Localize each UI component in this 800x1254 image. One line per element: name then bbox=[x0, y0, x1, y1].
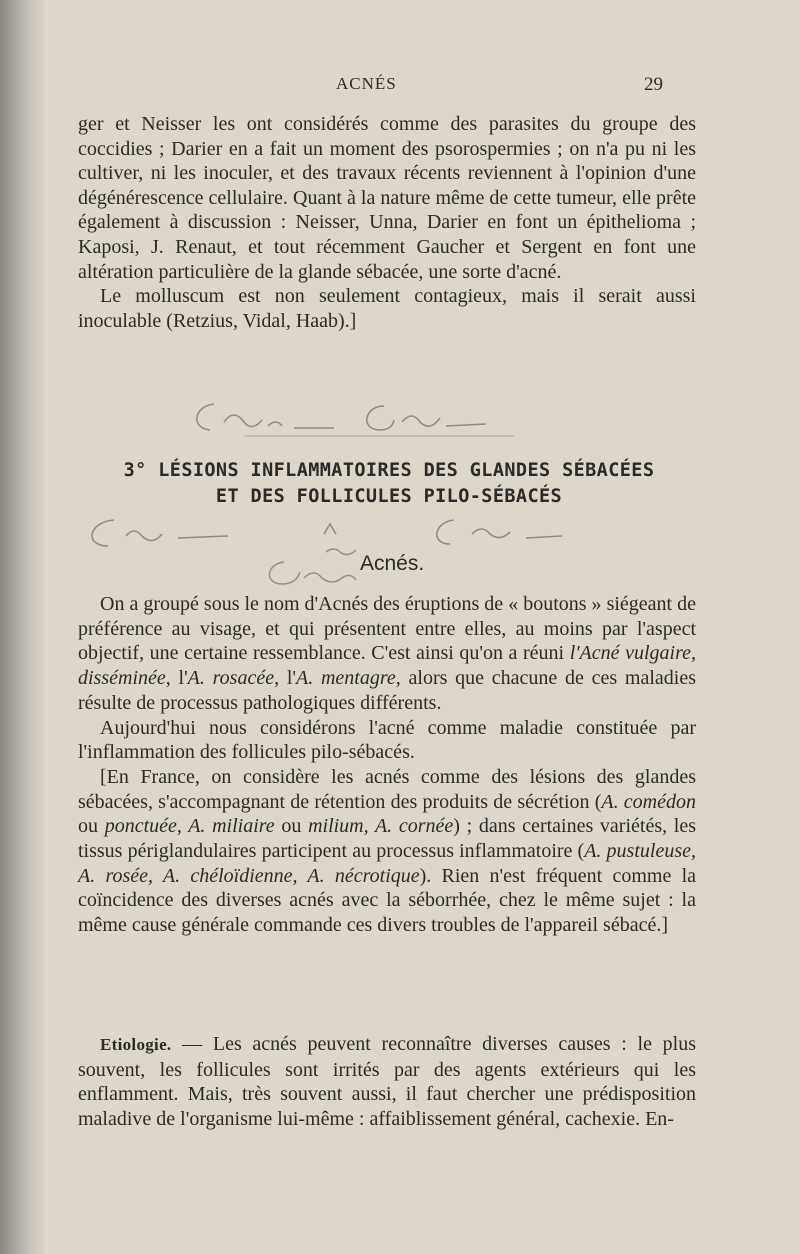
pencil-scribble-2 bbox=[74, 508, 694, 588]
pencil-scribble-1 bbox=[184, 392, 544, 444]
section-etiologie bbox=[78, 1032, 696, 1131]
subheading-acnes: Acnés. bbox=[360, 552, 425, 575]
italic-term: l'Acné vulgaire, disséminée bbox=[78, 642, 696, 690]
text-run: [En France, on considère les acnés comme des lésions des glandes sébacées, s'accompagnant de rétention des produits de sécrétion ( bbox=[78, 765, 696, 813]
paragraph-etiologie bbox=[78, 1032, 696, 1131]
italic-term: milium, A. cornée bbox=[308, 815, 454, 838]
paragraph-france bbox=[78, 765, 696, 938]
paragraph-parasites: ger et Neisser les ont considérés comme des parasites du groupe des coccidies ; Darier en a fait un moment des psorospermies ; on n'a pu ni les cultiver, ni les inoculer, et des travaux récents reviennent à l'opinion d'une dégénérescence cellulaire. Quant à la nature même de cette tumeur, elle prête également à discussion : Neisser, Unna, Darier en font un épithelioma ; Kaposi, J. Renaut, et tout récemment Gaucher et Sergent en font une altération particulière de la glande sébacée, une sorte d'acné. bbox=[78, 113, 696, 283]
italic-term: A. comédon bbox=[601, 790, 696, 813]
section-molluscum bbox=[78, 112, 696, 333]
page-header bbox=[44, 74, 800, 102]
italic-term: A. rosacée bbox=[187, 667, 275, 690]
book-spine-shadow bbox=[0, 0, 44, 1254]
text-run: ou bbox=[274, 815, 309, 838]
text-run: — Les acnés peuvent reconnaître diverses causes : le plus souvent, les follicules sont irrités par des agents extérieurs qui les enflamment. Mais, très souvent aussi, il faut chercher une prédisposition maladive de l'organisme lui-même : affaiblissement général, cachexie. En- bbox=[78, 1033, 696, 1130]
running-title: ACNÉS bbox=[336, 74, 397, 93]
italic-term: ponctuée, A. miliaire bbox=[104, 815, 275, 838]
text-run: ou bbox=[78, 815, 105, 838]
section-heading-line-2: ET DES FOLLICULES PILO-SÉBACÉS bbox=[215, 486, 563, 507]
book-page bbox=[44, 0, 800, 1254]
text-run: , alors que chacune de ces maladies résulte de processus pathologiques différents. bbox=[78, 667, 696, 714]
italic-term: A. mentagre bbox=[296, 667, 396, 690]
text-run: On a groupé sous le nom d'Acnés des éruptions de « boutons » siégeant de préférence au visage, et qui présentent entre elles, au moins par l'aspect objectif, une certaine ressemblance. C'est ainsi qu'on a réuni bbox=[78, 593, 696, 665]
paragraph-definition bbox=[78, 592, 696, 716]
text-run: ). Rien n'est fréquent comme la coïncidence des diverses acnés avec la séborrhée, chez le même sujet : la même cause générale commande ces divers troubles de l'appareil sébacé.] bbox=[78, 864, 696, 937]
paragraph-today: Aujourd'hui nous considérons l'acné comme maladie constituée par l'inflammation des follicules pilo-sébacés. bbox=[78, 716, 696, 764]
text-run: , l' bbox=[165, 667, 188, 690]
page-number: 29 bbox=[644, 74, 663, 95]
italic-term: A. pustuleuse, A. rosée, A. chéloïdienne, A. nécrotique bbox=[78, 840, 696, 887]
runin-heading: Etiologie. bbox=[100, 1035, 172, 1054]
paragraph-contagion: Le molluscum est non seulement contagieux, mais il serait aussi inoculable (Retzius, Vidal, Haab).] bbox=[78, 285, 696, 332]
text-run: ) ; dans certaines variétés, les tissus périglandulaires participent au processus inflammatoire ( bbox=[78, 815, 697, 863]
section-heading-line-1: 3° LÉSIONS INFLAMMATOIRES DES GLANDES SÉBACÉES bbox=[123, 460, 655, 481]
section-acnes bbox=[78, 592, 696, 938]
text-run: , l' bbox=[274, 667, 296, 690]
